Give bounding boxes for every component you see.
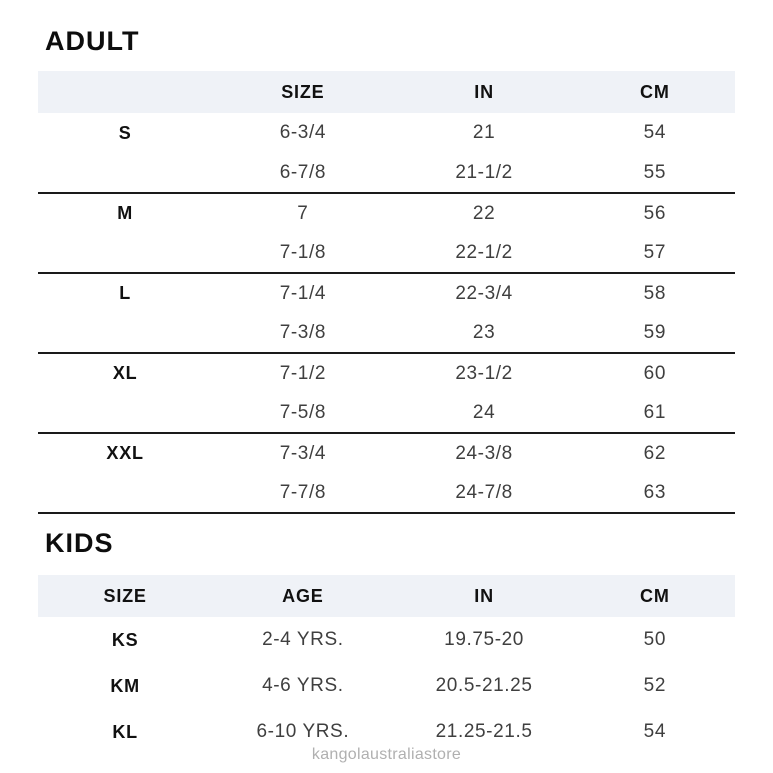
cm-value-cell: 54 bbox=[643, 721, 667, 742]
cm-value-cell: 59 bbox=[575, 313, 735, 353]
in-value-cell: 20.5-21.25 bbox=[435, 675, 533, 696]
kids-header-in: IN bbox=[474, 585, 494, 606]
in-value-cell: 21-1/2 bbox=[393, 153, 574, 193]
kids-table-header-row bbox=[38, 575, 735, 617]
size-label-cell: XXL bbox=[106, 443, 144, 463]
size-value-cell: 7-1/8 bbox=[212, 233, 393, 273]
table-row bbox=[38, 473, 735, 513]
size-label-cell bbox=[38, 473, 212, 513]
size-label-cell bbox=[38, 233, 212, 273]
in-value-cell: 24-3/8 bbox=[455, 442, 513, 464]
table-row bbox=[38, 393, 735, 433]
size-label-cell: L bbox=[119, 283, 132, 303]
table-row bbox=[38, 273, 735, 313]
in-value-cell: 23-1/2 bbox=[455, 362, 513, 384]
store-watermark: kangolaustraliastore bbox=[311, 746, 462, 763]
cm-value-cell: 54 bbox=[643, 122, 667, 143]
size-value-cell: 6-7/8 bbox=[212, 153, 393, 193]
in-value-cell: 22-1/2 bbox=[393, 233, 574, 273]
size-value-cell: 7-3/8 bbox=[212, 313, 393, 353]
cm-value-cell: 56 bbox=[643, 202, 667, 224]
adult-table-header-row bbox=[38, 71, 735, 113]
in-value-cell: 21.25-21.5 bbox=[435, 721, 533, 742]
size-label-cell: KS bbox=[111, 629, 139, 650]
size-value-cell: 7-5/8 bbox=[212, 393, 393, 433]
adult-size-table bbox=[38, 71, 735, 514]
cm-value-cell: 52 bbox=[643, 675, 667, 696]
table-row bbox=[38, 663, 735, 709]
table-row bbox=[38, 193, 735, 233]
in-value-cell: 19.75-20 bbox=[444, 629, 524, 650]
table-row bbox=[38, 153, 735, 193]
size-value-cell: 7 bbox=[297, 202, 309, 224]
kids-header-age: AGE bbox=[282, 585, 324, 606]
in-value-cell: 24-7/8 bbox=[393, 473, 574, 513]
table-row bbox=[38, 353, 735, 393]
in-value-cell: 21 bbox=[472, 122, 496, 143]
age-value-cell: 2-4 YRS. bbox=[262, 629, 344, 650]
in-value-cell: 24 bbox=[393, 393, 574, 433]
size-label-cell: XL bbox=[112, 363, 138, 383]
table-row bbox=[38, 113, 735, 153]
size-label-cell: M bbox=[117, 203, 134, 223]
size-label-cell: S bbox=[118, 122, 132, 143]
adult-header-size: SIZE bbox=[281, 81, 325, 102]
table-row bbox=[38, 233, 735, 273]
adult-header-cm: CM bbox=[640, 81, 670, 102]
cm-value-cell: 62 bbox=[643, 442, 667, 464]
kids-size-table bbox=[38, 575, 735, 755]
size-label-cell: KL bbox=[112, 721, 138, 742]
cm-value-cell: 58 bbox=[643, 282, 667, 304]
size-value-cell: 6-3/4 bbox=[279, 122, 327, 143]
table-row bbox=[38, 313, 735, 353]
age-value-cell: 4-6 YRS. bbox=[262, 675, 344, 696]
adult-header-in: IN bbox=[474, 81, 494, 102]
cm-value-cell: 60 bbox=[643, 362, 667, 384]
in-value-cell: 23 bbox=[393, 313, 574, 353]
size-label-cell: KM bbox=[110, 675, 140, 696]
size-value-cell: 7-3/4 bbox=[279, 442, 327, 464]
kids-section-title: KIDS bbox=[45, 528, 114, 558]
size-value-cell: 7-7/8 bbox=[212, 473, 393, 513]
size-label-cell bbox=[38, 393, 212, 433]
cm-value-cell: 57 bbox=[575, 233, 735, 273]
cm-value-cell: 63 bbox=[575, 473, 735, 513]
size-value-cell: 7-1/2 bbox=[279, 362, 327, 384]
cm-value-cell: 61 bbox=[575, 393, 735, 433]
table-row bbox=[38, 617, 735, 663]
size-label-cell bbox=[38, 153, 212, 193]
kids-header-cm: CM bbox=[640, 585, 670, 606]
kids-header-size: SIZE bbox=[103, 585, 147, 606]
size-value-cell: 7-1/4 bbox=[279, 282, 327, 304]
cm-value-cell: 55 bbox=[575, 153, 735, 193]
adult-header-blank bbox=[38, 71, 212, 113]
table-row bbox=[38, 433, 735, 473]
in-value-cell: 22-3/4 bbox=[455, 282, 513, 304]
adult-section-title: ADULT bbox=[45, 26, 140, 56]
age-value-cell: 6-10 YRS. bbox=[256, 721, 350, 742]
size-label-cell bbox=[38, 313, 212, 353]
in-value-cell: 22 bbox=[472, 202, 496, 224]
cm-value-cell: 50 bbox=[643, 629, 667, 650]
